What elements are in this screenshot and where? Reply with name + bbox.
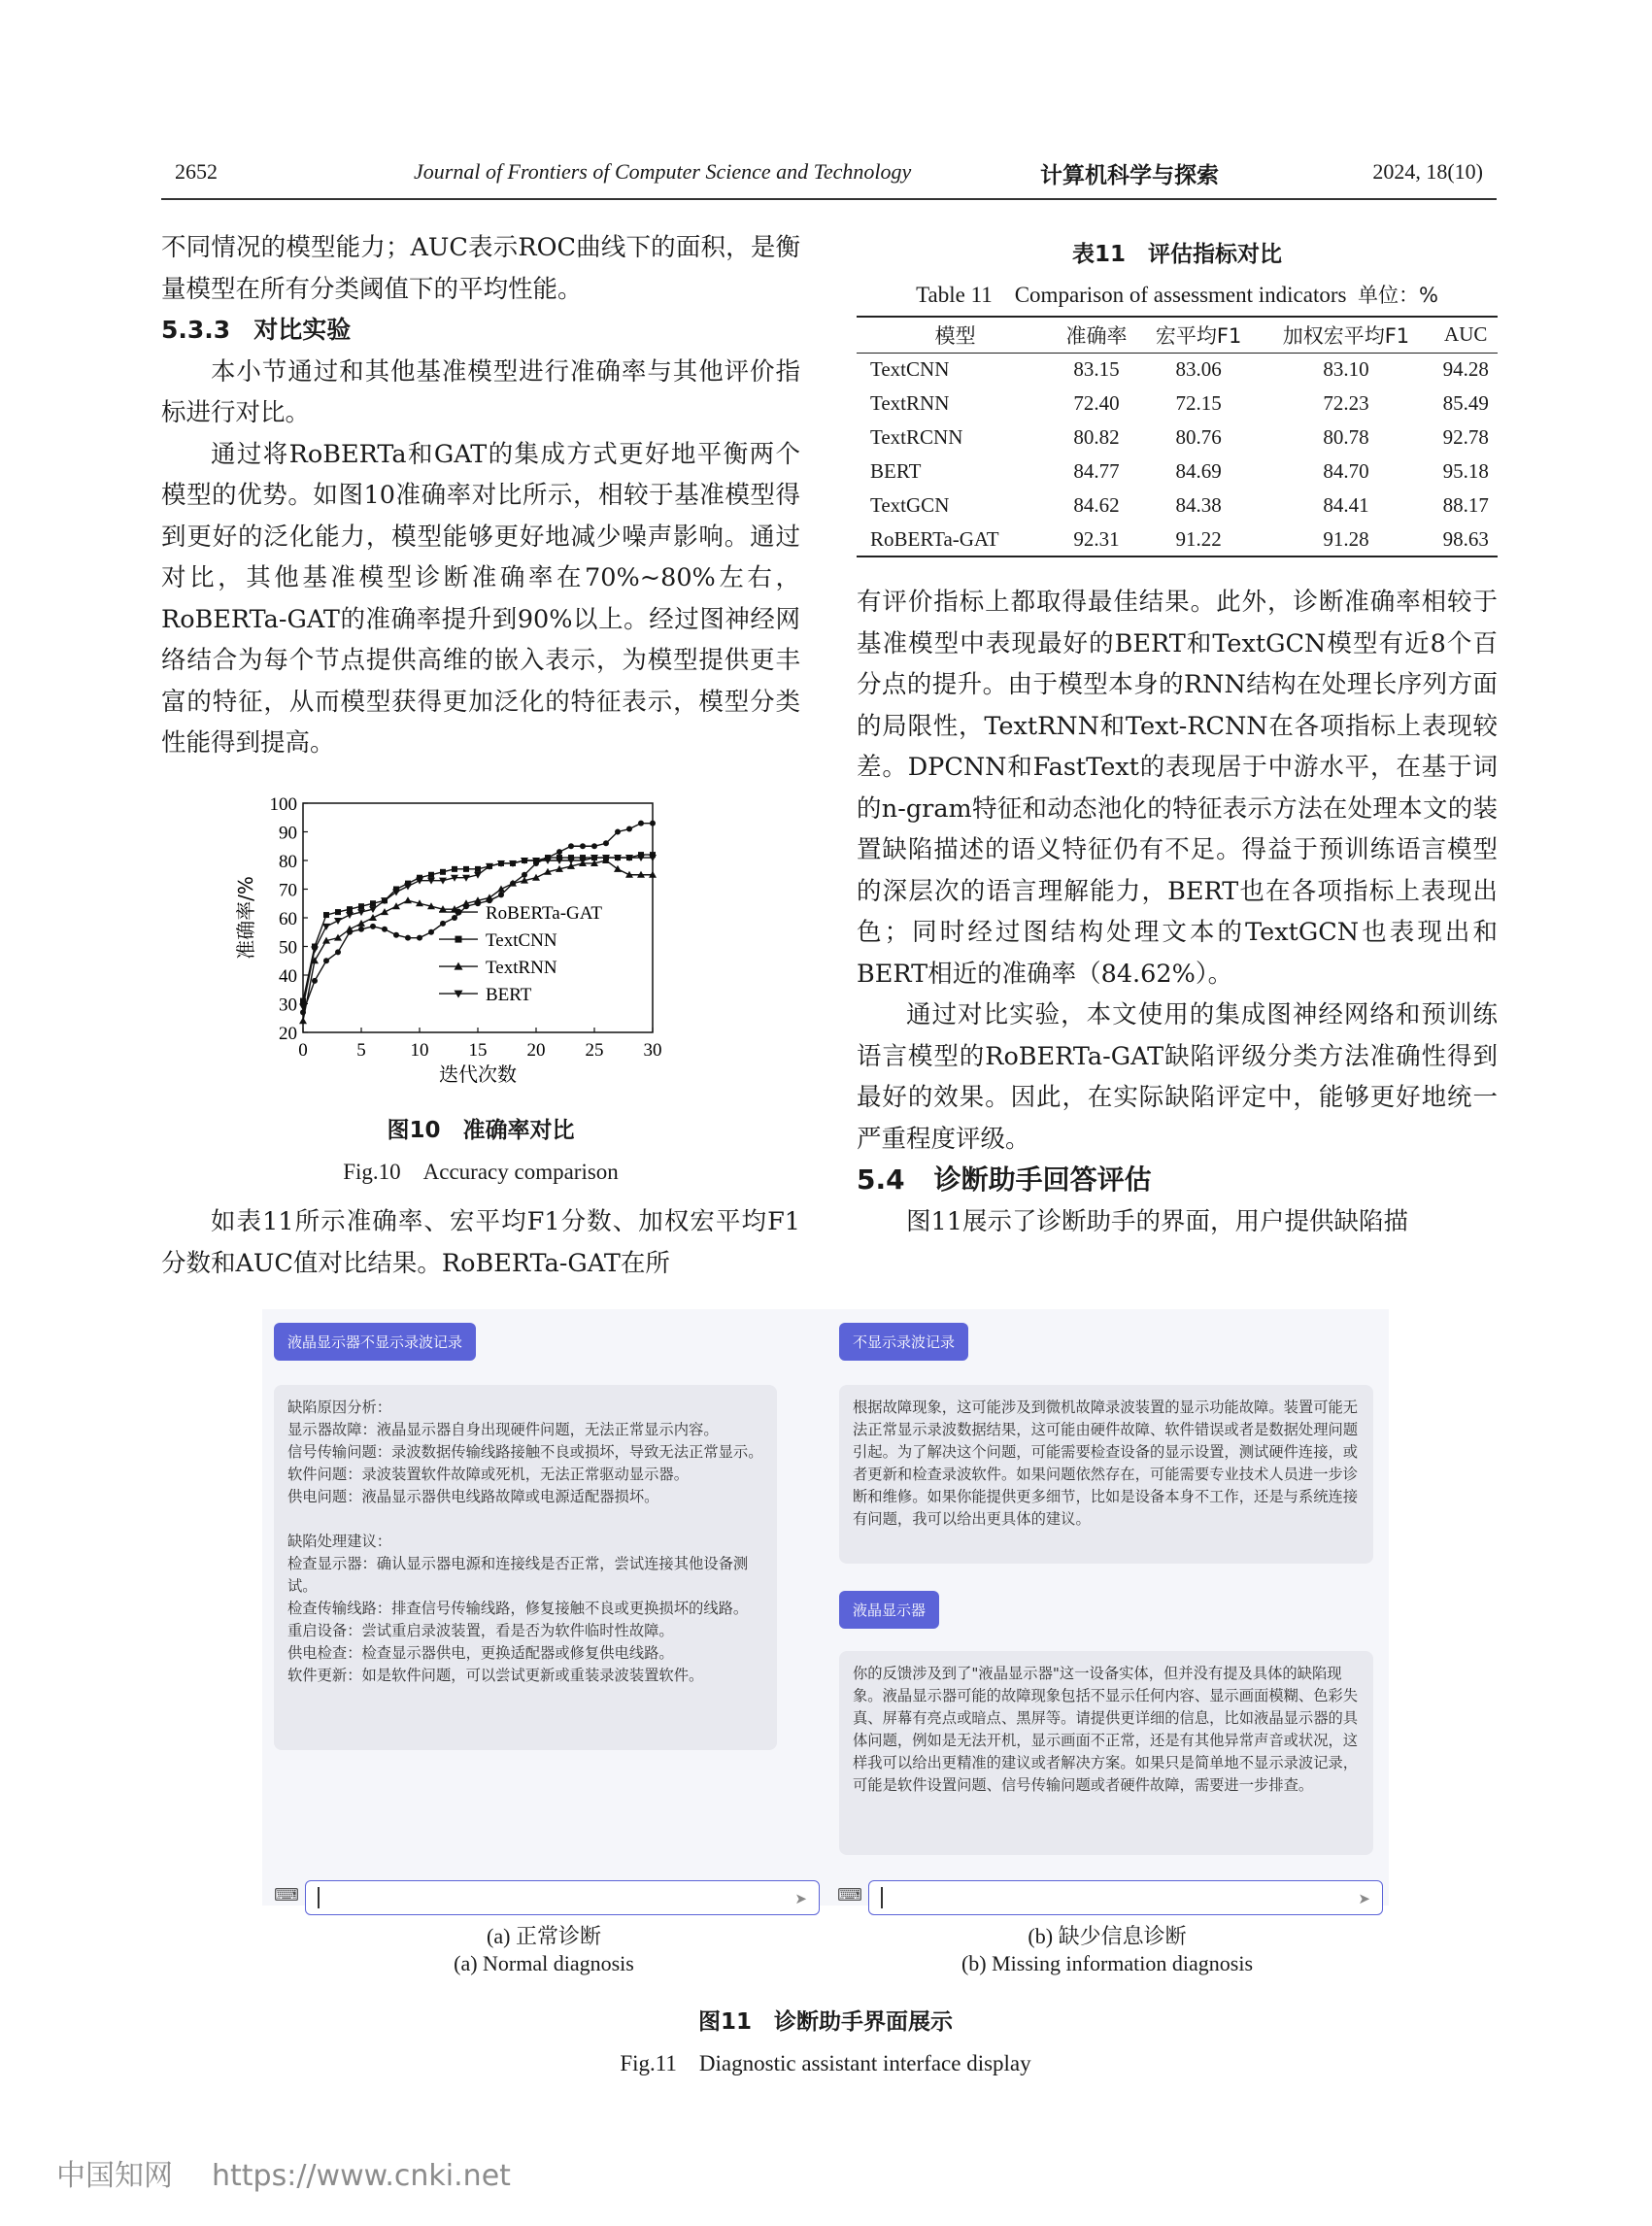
subfigure-b-caption xyxy=(826,1923,1389,1977)
right-column xyxy=(857,582,1498,1242)
user-query-bubble[interactable]: 液晶显示器 xyxy=(839,1591,939,1629)
assistant-answer-bubble: 根据故障现象，这可能涉及到微机故障录波装置的显示功能故障。装置可能无法正常显示录波数据结果，这可能由硬件故障、软件错误或者是数据处理问题引起。为了解决这个问题，可能需要检查设备的显示设置，测试硬件连接，或者更新和检查录波软件。如果问题依然存在，可能需要专业技术人员进一步诊断和维修。如果你能提供更多细节，比如是设备本身不工作，还是与系统连接有问题，我可以给出更具体的建议。 xyxy=(839,1385,1373,1564)
y-axis-label: 准确率/% xyxy=(234,876,257,960)
table-cell: 84.77 xyxy=(1073,459,1120,483)
table-row xyxy=(857,455,1498,489)
table-cell: 85.49 xyxy=(1442,391,1489,415)
table-header-cell: 准确率 xyxy=(1065,323,1128,348)
data-point xyxy=(370,900,376,906)
section-title: 对比实验 xyxy=(253,316,352,344)
text-cursor xyxy=(318,1887,320,1908)
left-column-bottom xyxy=(161,1201,800,1284)
data-point xyxy=(428,872,434,878)
data-point xyxy=(323,958,329,963)
data-point xyxy=(347,906,353,912)
section-number: 5.4 xyxy=(857,1164,905,1196)
table-cell: 72.15 xyxy=(1175,391,1222,415)
data-point xyxy=(335,909,341,915)
table-11-title-en xyxy=(857,277,1498,309)
table-row xyxy=(857,421,1498,455)
chat-input[interactable] xyxy=(868,1880,1383,1915)
send-icon[interactable]: ➤ xyxy=(794,1890,807,1907)
data-point xyxy=(311,946,319,953)
table-row xyxy=(857,387,1498,421)
x-tick-label: 10 xyxy=(410,1040,429,1061)
data-point xyxy=(614,865,622,872)
subfigure-caption-cn: (b) 缺少信息诊断 xyxy=(1028,1924,1187,1948)
table-header-cell: 模型 xyxy=(934,323,976,348)
journal-title-cn: 计算机科学与探索 xyxy=(1040,163,1219,188)
data-point xyxy=(381,908,388,915)
keyboard-icon[interactable]: ⌨ xyxy=(274,1885,299,1906)
data-point xyxy=(486,894,493,900)
table-cell: 80.78 xyxy=(1323,425,1369,449)
figure-10-caption-cn: 图10 准确率对比 xyxy=(387,1118,575,1143)
data-point xyxy=(392,902,400,909)
send-icon[interactable]: ➤ xyxy=(1358,1890,1370,1907)
table-header-cell: 宏平均F1 xyxy=(1155,323,1242,348)
table-row xyxy=(857,489,1498,523)
y-tick-label: 100 xyxy=(269,794,297,815)
x-tick-label: 15 xyxy=(468,1040,488,1061)
data-point xyxy=(452,866,457,872)
chat-input[interactable] xyxy=(305,1880,820,1915)
y-tick-label: 90 xyxy=(279,823,297,844)
y-tick-label: 70 xyxy=(279,880,297,901)
data-point xyxy=(346,926,354,932)
issue-info: 2024, 18(10) xyxy=(1372,159,1483,184)
table-11-title-cn: 表11 评估指标对比 xyxy=(1071,242,1282,267)
page-header xyxy=(161,155,1497,200)
data-point xyxy=(650,821,656,826)
data-point xyxy=(455,909,462,916)
data-point xyxy=(358,927,364,932)
data-point xyxy=(475,866,481,872)
data-point xyxy=(498,892,504,897)
table-title-en: Table 11 Comparison of assessment indicators xyxy=(916,283,1347,307)
paragraph: 有评价指标上都取得最佳结果。此外，诊断准确率相较于基准模型中表现最好的BERT和TextGCN模型有近8个百分点的提升。由于模型本身的RNN结构在处理长序列方面的局限性，TextRNN和Text-RCNN在各项指标上表现较差。DPCNN和FastText的表现居于中游水平，在基于词的n-gram特征和动态池化的特征表示方法在处理本文的装置缺陷描述的语义特征仍有不足。得益于预训练语言模型的深层次的语言理解能力，BERT也在各项指标上表现出色；同时经过图结构处理文本的TextGCN也表现出和BERT相近的准确率（84.62%）。 xyxy=(857,588,1498,989)
chat-panel-normal xyxy=(262,1309,826,1906)
data-point xyxy=(334,934,342,941)
journal-title-en: Journal of Frontiers of Computer Science and Technology xyxy=(414,159,912,184)
page-number: 2652 xyxy=(175,159,218,184)
data-point xyxy=(580,843,586,849)
data-point xyxy=(440,921,446,927)
table-cell: 72.40 xyxy=(1073,391,1120,415)
table-cell: 84.69 xyxy=(1175,459,1222,483)
subfigure-caption-en: (a) Normal diagnosis xyxy=(454,1951,634,1975)
paragraph: 不同情况的模型能力；AUC表示ROC曲线下的面积，是衡量模型在所有分类阈值下的平均性能。 xyxy=(161,233,800,304)
x-axis-label: 迭代次数 xyxy=(439,1062,517,1086)
legend-label: TextRNN xyxy=(486,958,557,979)
table-cell: 92.78 xyxy=(1442,425,1489,449)
paragraph: 通过对比实验，本文使用的集成图神经网络和预训练语言模型的RoBERTa-GAT缺陷评级分类方法准确性得到最好的效果。因此，在实际缺陷评定中，能够更好地统一严重程度评级。 xyxy=(857,1000,1498,1154)
data-point xyxy=(638,821,644,826)
table-cell: 94.28 xyxy=(1442,357,1489,382)
paragraph: 图11展示了诊断助手的界面，用户提供缺陷描 xyxy=(906,1206,1408,1236)
data-point xyxy=(382,927,388,932)
data-point xyxy=(346,912,354,919)
data-point xyxy=(568,843,574,849)
site-name: 中国知网 xyxy=(56,2159,173,2193)
table-row xyxy=(857,353,1498,387)
table-cell: 88.17 xyxy=(1442,493,1489,517)
text-cursor xyxy=(881,1887,883,1908)
figure-10-caption-en: Fig.10 Accuracy comparison xyxy=(343,1160,619,1184)
assistant-answer-bubble: 你的反馈涉及到了"液晶显示器"这一设备实体，但并没有提及具体的缺陷现象。液晶显示器可能的故障现象包括不显示任何内容、显示画面模糊、色彩失真、屏幕有亮点或暗点、黑屏等。请提供更详细的信息，比如液晶显示器的具体问题，例如是无法开机，显示画面不正常，还是有其他异常声音或状况，这样我可以给出更精准的建议或者解决方案。如果只是简单地不显示录波记录，可能是软件设置问题、信号传输问题或者硬件故障，需要进一步排查。 xyxy=(839,1651,1373,1855)
data-point xyxy=(532,874,540,881)
table-header-row xyxy=(857,317,1498,353)
table-cell: 83.10 xyxy=(1323,357,1369,382)
table-cell: 83.06 xyxy=(1175,357,1222,382)
data-point xyxy=(370,924,376,929)
chat-panel-missing-info xyxy=(826,1309,1389,1906)
data-point xyxy=(405,935,411,941)
data-point xyxy=(463,866,469,872)
footer-watermark xyxy=(56,2151,511,2194)
y-tick-label: 60 xyxy=(279,909,297,929)
paragraph: 本小节通过和其他基准模型进行准确率与其他评价指标进行对比。 xyxy=(161,356,800,427)
x-tick-label: 0 xyxy=(298,1040,308,1061)
figure-11 xyxy=(262,1309,1389,1984)
table-cell: TextCNN xyxy=(870,357,950,382)
data-point xyxy=(393,932,399,938)
data-point xyxy=(312,978,318,984)
accuracy-line-chart xyxy=(223,792,728,1122)
site-url[interactable]: https://www.cnki.net xyxy=(212,2159,511,2193)
figure-11-caption-cn: 图11 诊断助手界面展示 xyxy=(697,2009,953,2035)
table-unit: 单位：% xyxy=(1357,284,1438,307)
table-11 xyxy=(857,316,1498,557)
assistant-answer-bubble: 缺陷原因分析： 显示器故障：液晶显示器自身出现硬件问题，无法正常显示内容。 信号传输问题：录波数据传输线路接触不良或损坏，导致无法正常显示。 软件问题：录波装置软件故障或死机，无法正常驱动显示器。 供电问题：液晶显示器供电线路故障或电源适配器损坏。 缺陷处理建议： 检查显示器：确认显示器电源和连接线是否正常，尝试连接其他设备测试。 检查传输线路：排查信号传输线路，修复接触不良或更换损坏的线路。 重启设备：尝试重启录波装置，看是否为软件临时性故障。 供电检查：检查显示器供电，更换适配器或修复供电线路。 软件更新：如是软件问题，可以尝试更新或重装录波装置软件。 xyxy=(274,1385,777,1750)
legend-label: RoBERTa-GAT xyxy=(486,903,602,925)
table-cell: 84.41 xyxy=(1323,493,1369,517)
x-tick-label: 20 xyxy=(526,1040,546,1061)
table-cell: 80.82 xyxy=(1073,425,1120,449)
series-line xyxy=(303,860,653,1021)
paragraph: 通过将RoBERTa和GAT的集成方式更好地平衡两个模型的优势。如图10准确率对比所示，相较于基准模型得到更好的泛化能力，模型能够更好地减少噪声影响。通过对比，其他基准模型诊断准确率在70%~80%左右，RoBERTa-GAT的准确率提升到90%以上。经过图神经网络结合为每个节点提供高维的嵌入表示，为模型提供更丰富的特征，从而模型获得更加泛化的特征表示，模型分类性能得到提高。 xyxy=(161,439,800,758)
table-cell: RoBERTa-GAT xyxy=(870,526,999,551)
data-point xyxy=(357,920,365,927)
data-point xyxy=(404,896,412,903)
legend-label: TextCNN xyxy=(486,930,557,952)
table-cell: 98.63 xyxy=(1442,526,1489,551)
data-point xyxy=(428,929,434,935)
data-point xyxy=(417,935,422,941)
data-point xyxy=(369,914,377,921)
table-cell: TextGCN xyxy=(870,493,950,517)
table-cell: TextRCNN xyxy=(870,425,963,449)
data-point xyxy=(323,912,329,918)
y-tick-label: 80 xyxy=(279,852,297,872)
left-column-top xyxy=(161,227,800,764)
assessment-table xyxy=(857,316,1498,557)
table-cell: TextRNN xyxy=(870,391,950,415)
data-point xyxy=(452,915,457,921)
table-cell: 91.22 xyxy=(1175,526,1222,551)
table-cell: 84.62 xyxy=(1073,493,1120,517)
data-point xyxy=(358,903,364,909)
subfigure-caption-cn: (a) 正常诊断 xyxy=(487,1924,601,1948)
section-heading-5-4 xyxy=(857,1160,1498,1201)
x-tick-label: 25 xyxy=(585,1040,604,1061)
subfigure-a-caption xyxy=(262,1923,826,1977)
table-cell: 91.28 xyxy=(1323,526,1369,551)
paragraph: 如表11所示准确率、宏平均F1分数、加权宏平均F1分数和AUC值对比结果。RoBERTa-GAT在所 xyxy=(161,1207,800,1278)
data-point xyxy=(335,949,341,955)
table-cell: 92.31 xyxy=(1073,526,1120,551)
data-point xyxy=(556,849,562,855)
y-tick-label: 30 xyxy=(279,995,297,1016)
data-point xyxy=(626,826,632,832)
user-query-bubble[interactable]: 不显示录波记录 xyxy=(839,1323,968,1361)
data-point xyxy=(615,829,621,835)
figure-11-caption-en: Fig.11 Diagnostic assistant interface display xyxy=(620,2051,1031,2075)
section-title: 诊断助手回答评估 xyxy=(933,1164,1152,1196)
data-point xyxy=(603,840,609,846)
section-heading-5-3-3 xyxy=(161,310,800,352)
data-point xyxy=(455,936,462,943)
x-tick-label: 5 xyxy=(356,1040,366,1061)
x-tick-label: 30 xyxy=(643,1040,662,1061)
data-point xyxy=(591,843,597,849)
data-point xyxy=(440,869,446,875)
keyboard-icon[interactable]: ⌨ xyxy=(837,1885,862,1906)
data-point xyxy=(334,918,342,925)
legend-label: BERT xyxy=(486,985,532,1006)
data-point xyxy=(322,924,330,930)
data-point xyxy=(299,1017,307,1024)
table-cell: 84.38 xyxy=(1175,493,1222,517)
data-point xyxy=(404,884,412,891)
series-line xyxy=(303,858,653,1006)
table-header-cell: AUC xyxy=(1444,322,1488,347)
section-number: 5.3.3 xyxy=(161,316,231,344)
y-tick-label: 20 xyxy=(279,1024,297,1044)
table-cell: 84.70 xyxy=(1323,459,1369,483)
subfigure-caption-en: (b) Missing information diagnosis xyxy=(961,1951,1254,1975)
table-header-cell: 加权宏平均F1 xyxy=(1282,323,1410,348)
data-point xyxy=(497,886,505,893)
table-cell: 72.23 xyxy=(1323,391,1369,415)
table-cell: 95.18 xyxy=(1442,459,1489,483)
y-tick-label: 40 xyxy=(279,966,297,987)
table-cell: 83.15 xyxy=(1073,357,1120,382)
user-query-bubble[interactable]: 液晶显示器不显示录波记录 xyxy=(274,1323,476,1361)
table-cell: BERT xyxy=(870,459,922,483)
table-cell: 80.76 xyxy=(1175,425,1222,449)
table-row xyxy=(857,523,1498,556)
y-tick-label: 50 xyxy=(279,937,297,959)
